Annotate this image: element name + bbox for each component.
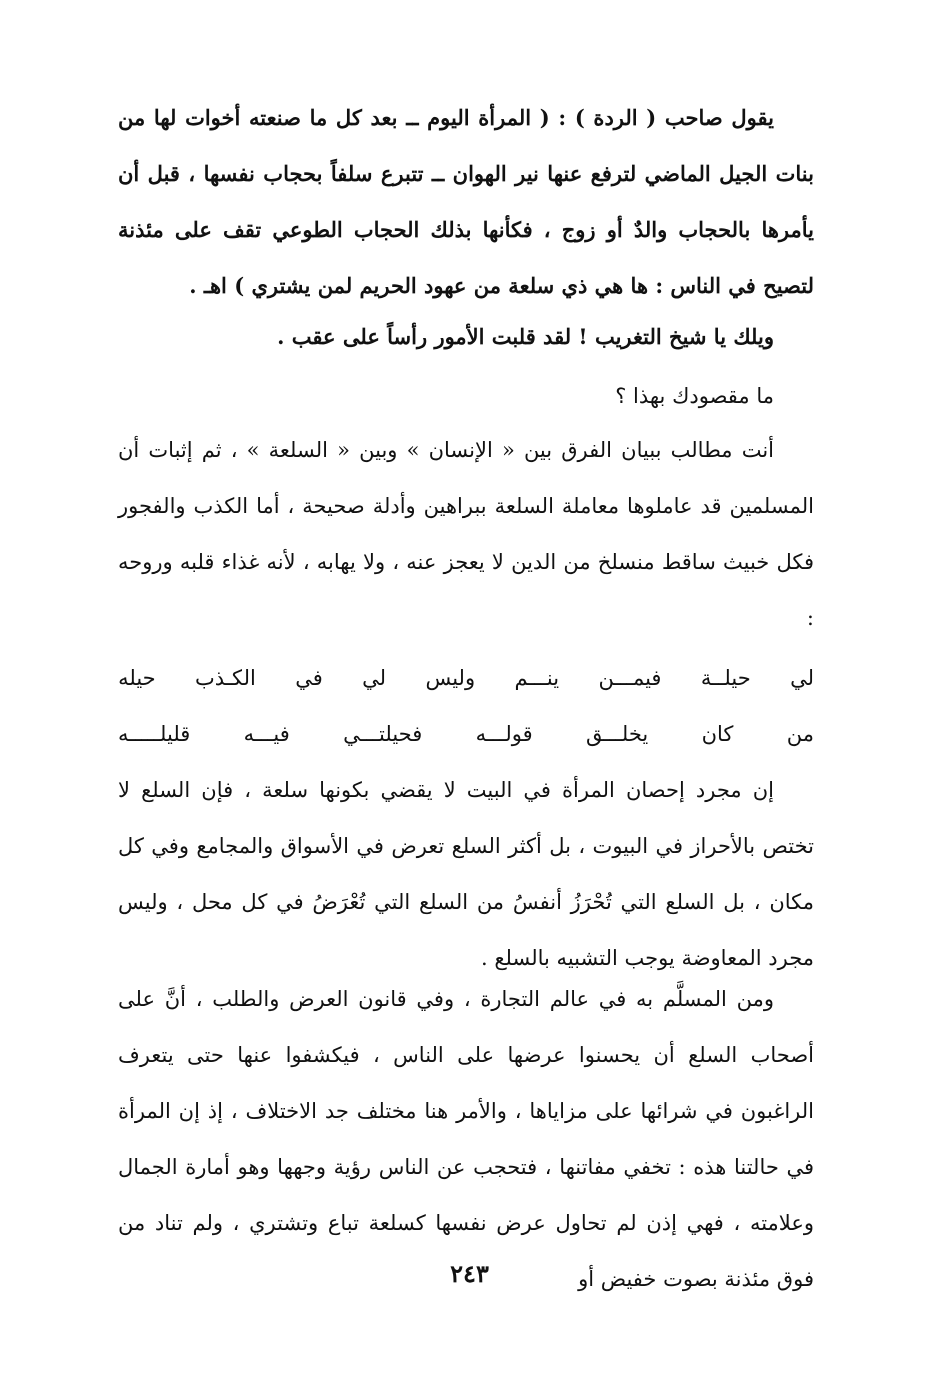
poem-word: فحيلتـــي bbox=[343, 722, 423, 746]
poem-line-2 bbox=[118, 706, 814, 762]
poem-word: كان bbox=[701, 722, 734, 746]
poem-word: قولـــه bbox=[475, 722, 533, 746]
poem-word: لي bbox=[790, 666, 814, 690]
quote-paragraph bbox=[118, 90, 814, 314]
protection-paragraph bbox=[118, 762, 814, 986]
question-paragraph bbox=[118, 368, 814, 424]
poem-word: الكـذب bbox=[195, 666, 256, 690]
quote-text: يقول صاحب ( الردة ) : ( المرأة اليوم ــ بعد كل ما صنعته أخوات لها من بنات الجيل الماضي لترفع عنها نير الهوان ــ تتبرع سلفاً بحجاب نفسها ، قبل أن يأمرها بالحجاب والدٌ أو زوج ، فكأنها بذلك الحجاب الطوعي تقف على مئذنة لتصيح في الناس : ها هي ذي سلعة من عهود الحريم لمن يشتري ) اهـ . bbox=[118, 105, 814, 298]
poem-word: فيـــه bbox=[243, 722, 290, 746]
question-text: ما مقصودك بهذا ؟ bbox=[615, 384, 774, 408]
poem-word: من bbox=[786, 722, 814, 746]
demand-text: أنت مطالب ببيان الفرق بين « الإنسان » وبين « السلعة » ، ثم إثبات أن المسلمين قد عاملوها معاملة السلعة ببراهين وأدلة صحيحة ، أما الكذب والفجور فكل خبيث ساقط منسلخ من الدين لا يعجز عنه ، ولا يهابه ، لأنه غذاء قلبه وروحه : bbox=[118, 438, 814, 630]
poem-line-1 bbox=[118, 650, 814, 706]
poem-word: ينـــم bbox=[514, 666, 560, 690]
poem-word: حيلــة bbox=[700, 666, 751, 690]
poem-word: وليس bbox=[425, 666, 476, 690]
demand-paragraph bbox=[118, 422, 814, 646]
poem-word: قليلـــــه bbox=[118, 722, 191, 746]
page-number: ٢٤٣ bbox=[450, 1259, 489, 1288]
poem-word: فيمـــن bbox=[598, 666, 662, 690]
poem-word: في bbox=[295, 666, 323, 690]
poem-word: حيله bbox=[118, 666, 156, 690]
poem-word: يخلـــق bbox=[585, 722, 649, 746]
poem-word: لي bbox=[362, 666, 387, 690]
rebuke-paragraph bbox=[118, 309, 814, 365]
poem-verses bbox=[118, 650, 814, 762]
trade-text: ومن المسلَّم به في عالم التجارة ، وفي قانون العرض والطلب ، أنَّ على أصحاب السلع أن يحسنوا عرضها على الناس ، فيكشفوا عنها حتى يتعرف الراغبون في شرائها على مزاياها ، والأمر هنا مختلف جد الاختلاف ، إذ إن المرأة في حالتنا هذه : تخفي مفاتنها ، فتحجب عن الناس رؤية وجهها وهو أمارة الجمال وعلامته ، فهي إذن لم تحاول عرض نفسها كسلعة تباع وتشتري ، ولم تناد من فوق مئذنة بصوت خفيض أو bbox=[118, 987, 814, 1291]
rebuke-text: ويلك يا شيخ التغريب ! لقد قلبت الأمور رأساً على عقب . bbox=[277, 324, 774, 349]
protection-text: إن مجرد إحصان المرأة في البيت لا يقضي بكونها سلعة ، فإن السلع لا تختص بالأحراز في البيوت ، بل أكثر السلع تعرض في الأسواق والمجامع وفي كل مكان ، بل السلع التي تُحْرَزُ أنفسُ من السلع التي تُعْرَضُ في كل محل ، وليس مجرد المعاوضة يوجب التشبيه بالسلع . bbox=[118, 778, 814, 970]
